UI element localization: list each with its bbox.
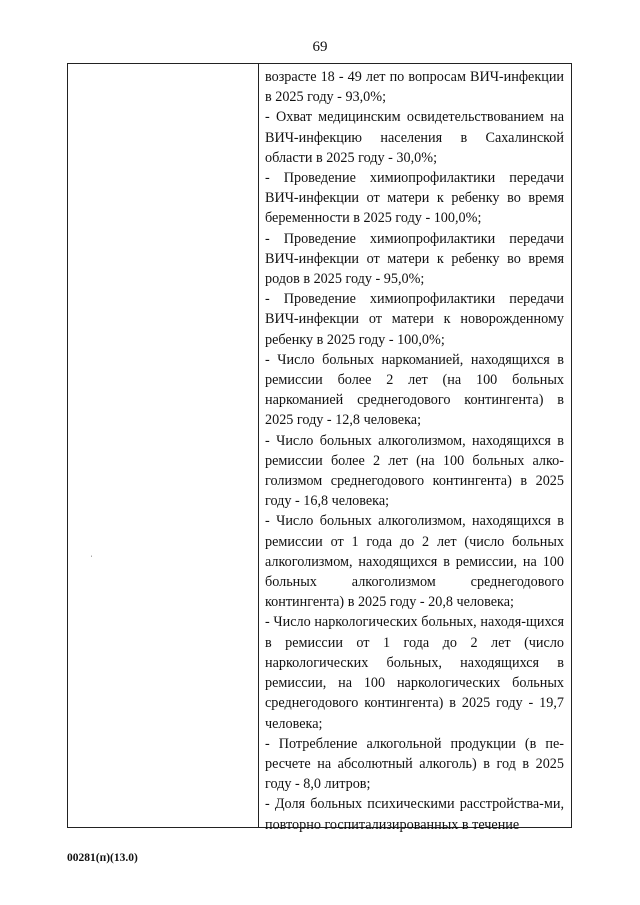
column-divider xyxy=(258,64,259,827)
indicator-item: возрасте 18 - 49 лет по вопросам ВИЧ-инфекции в 2025 году - 93,0%; xyxy=(265,69,564,106)
indicator-item: - Доля больных психическими расстройства-ми, повторно госпитализированных в течение xyxy=(265,796,564,833)
stray-mark: ˌ xyxy=(90,547,93,557)
indicator-item: - Проведение химиопрофилактики передачи ВИЧ-инфекции от матери к ребенку во время родов в 2025 году - 95,0%; xyxy=(265,230,564,288)
document-code: 00281(п)(13.0) xyxy=(67,852,138,864)
indicator-item: - Число больных алкоголизмом, находящихся в ремиссии более 2 лет (на 100 больных алко-голизмом среднегодового контингента) в 2025 году - 16,8 человека; xyxy=(265,432,564,510)
indicator-item: - Потребление алкогольной продукции (в пе-ресчете на абсолютный алкоголь) в год в 2025 году - 8,0 литров; xyxy=(265,735,564,793)
indicator-item: - Число больных алкоголизмом, находящихся в ремиссии от 1 года до 2 лет (число больных алкоголизмом, находящихся в ремиссии, на 100 больных алкоголизмом среднегодового контингента) в 2025 году - 20,8 человека; xyxy=(265,513,564,611)
indicator-item: - Число больных наркоманией, находящихся в ремиссии более 2 лет (на 100 больных наркоманией среднегодового контингента) в 2025 году - 12,8 человека; xyxy=(265,351,564,429)
right-column-cell xyxy=(265,67,564,835)
document-table xyxy=(67,63,572,833)
indicator-item: - Охват медицинским освидетельствованием на ВИЧ-инфекцию населения в Сахалинской области в 2025 году - 30,0%; xyxy=(265,109,564,166)
left-column-cell xyxy=(68,64,258,827)
indicator-item: - Проведение химиопрофилактики передачи ВИЧ-инфекции от матери к ребенку во время беременности в 2025 году - 100,0%; xyxy=(265,170,564,227)
page-number: 69 xyxy=(312,39,328,55)
indicator-item: - Проведение химиопрофилактики передачи ВИЧ-инфекции от матери к новорожденному ребенку в 2025 году - 100,0%; xyxy=(265,291,564,348)
indicator-item: - Число наркологических больных, находя-щихся в ремиссии от 1 года до 2 лет (число наркологических больных, находящихся в ремиссии, на 100 наркологических больных среднегодового контингента) в 2025 году - 19,7 человека; xyxy=(265,614,564,732)
